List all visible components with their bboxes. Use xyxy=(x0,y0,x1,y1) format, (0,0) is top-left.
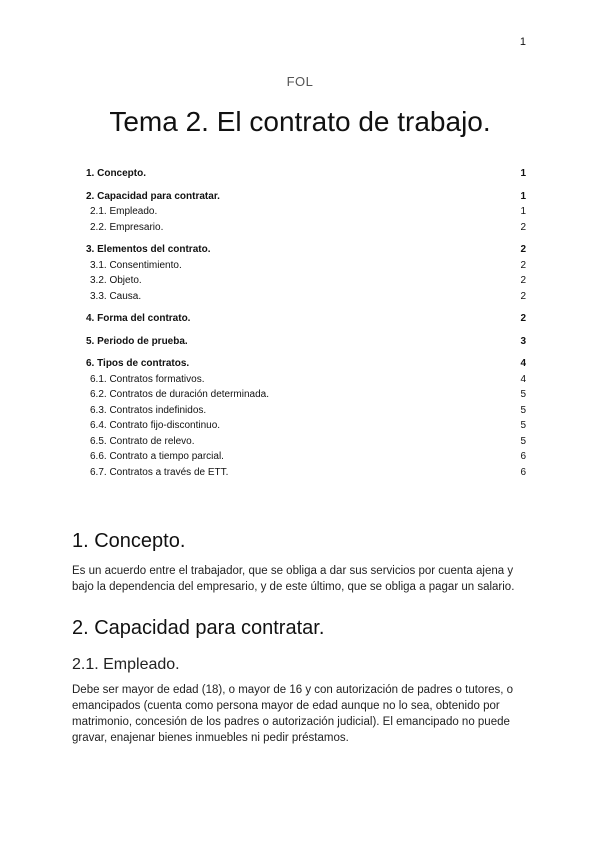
toc-entry-page: 1 xyxy=(520,190,526,202)
toc-entry[interactable] xyxy=(86,387,526,403)
toc-entry-page: 2 xyxy=(520,221,526,233)
toc-entry-page: 5 xyxy=(520,420,526,431)
toc-entry-page: 2 xyxy=(520,259,526,271)
toc-entry[interactable] xyxy=(86,356,526,372)
toc-entry-label: 6.1. Contratos formativos. xyxy=(90,373,205,385)
toc-entry[interactable] xyxy=(86,258,526,274)
toc-entry-label: 6.7. Contratos a través de ETT. xyxy=(90,466,229,478)
toc-entry-page: 2 xyxy=(520,313,526,324)
toc-entry-label: 1. Concepto. xyxy=(86,168,147,179)
toc-entry-label: 3.3. Causa. xyxy=(90,290,142,302)
toc-entry[interactable] xyxy=(86,372,526,388)
toc-entry[interactable] xyxy=(86,465,526,481)
toc-entry[interactable] xyxy=(86,449,526,465)
table-of-contents xyxy=(86,166,526,480)
toc-entry-page: 2 xyxy=(520,290,526,302)
page-number: 1 xyxy=(519,36,526,48)
toc-entry-label: 6. Tipos de contratos. xyxy=(86,358,190,369)
toc-entry-page: 1 xyxy=(520,168,526,179)
toc-entry-page: 4 xyxy=(520,358,526,369)
toc-entry-page: 6 xyxy=(520,466,526,478)
toc-entry-label: 2. Capacidad para contratar. xyxy=(86,190,220,202)
toc-entry-page: 6 xyxy=(520,451,526,462)
document-body xyxy=(72,530,532,760)
paragraph-concepto: Es un acuerdo entre el trabajador, que se obliga a dar sus servicios por cuenta ajena y bajo la dependencia del empresario, y de este último, que se obliga a pagar un salario. xyxy=(72,565,515,593)
toc-entry-page: 5 xyxy=(520,435,526,447)
toc-entry[interactable] xyxy=(86,403,526,419)
toc-entry-label: 2.2. Empresario. xyxy=(90,221,164,233)
section-heading-concepto: 1. Concepto. xyxy=(72,530,186,552)
toc-entry-label: 6.5. Contrato de relevo. xyxy=(90,435,195,447)
toc-entry[interactable] xyxy=(86,334,526,350)
toc-entry[interactable] xyxy=(86,189,526,205)
toc-entry-label: 2.1. Empleado. xyxy=(90,206,158,217)
toc-entry-page: 3 xyxy=(520,335,526,347)
toc-entry-label: 3.1. Consentimiento. xyxy=(90,259,182,271)
header-label: FOL xyxy=(286,74,314,89)
toc-entry[interactable] xyxy=(86,434,526,450)
toc-entry-page: 2 xyxy=(520,244,526,255)
document-title: Tema 2. El contrato de trabajo. xyxy=(109,106,491,137)
toc-entry[interactable] xyxy=(86,273,526,289)
section-heading-capacidad: 2. Capacidad para contratar. xyxy=(72,617,325,639)
toc-entry-label: 5. Periodo de prueba. xyxy=(86,335,188,347)
toc-entry-label: 6.3. Contratos indefinidos. xyxy=(90,404,207,416)
toc-entry[interactable] xyxy=(86,289,526,305)
toc-entry-label: 3. Elementos del contrato. xyxy=(86,244,211,255)
toc-entry-label: 4. Forma del contrato. xyxy=(86,313,191,324)
toc-entry-page: 5 xyxy=(520,404,526,416)
subsection-heading-empleado: 2.1. Empleado. xyxy=(72,656,180,673)
paragraph-empleado: Debe ser mayor de edad (18), o mayor de 16 y con autorización de padres o tutores, o emancipados (cuenta como persona mayor de edad aunque no lo sea, obtenido por matrimonio, concesión de los padres o autorización judicial). El emancipado no puede gravar, enajenar bienes inmuebles ni pedir préstamos. xyxy=(72,684,514,744)
toc-entry[interactable] xyxy=(86,220,526,236)
toc-entry[interactable] xyxy=(86,418,526,434)
toc-entry-page: 5 xyxy=(520,389,526,400)
toc-entry-label: 3.2. Objeto. xyxy=(90,275,142,286)
toc-entry-page: 2 xyxy=(520,275,526,286)
toc-entry[interactable] xyxy=(86,311,526,327)
toc-entry-label: 6.4. Contrato fijo-discontinuo. xyxy=(90,420,221,431)
toc-entry-page: 4 xyxy=(520,373,526,385)
toc-entry-label: 6.6. Contrato a tiempo parcial. xyxy=(90,451,224,462)
toc-entry-page: 1 xyxy=(520,206,526,217)
toc-entry[interactable] xyxy=(86,166,526,182)
toc-entry-label: 6.2. Contratos de duración determinada. xyxy=(90,389,269,400)
toc-entry[interactable] xyxy=(86,242,526,258)
toc-entry[interactable] xyxy=(86,204,526,220)
